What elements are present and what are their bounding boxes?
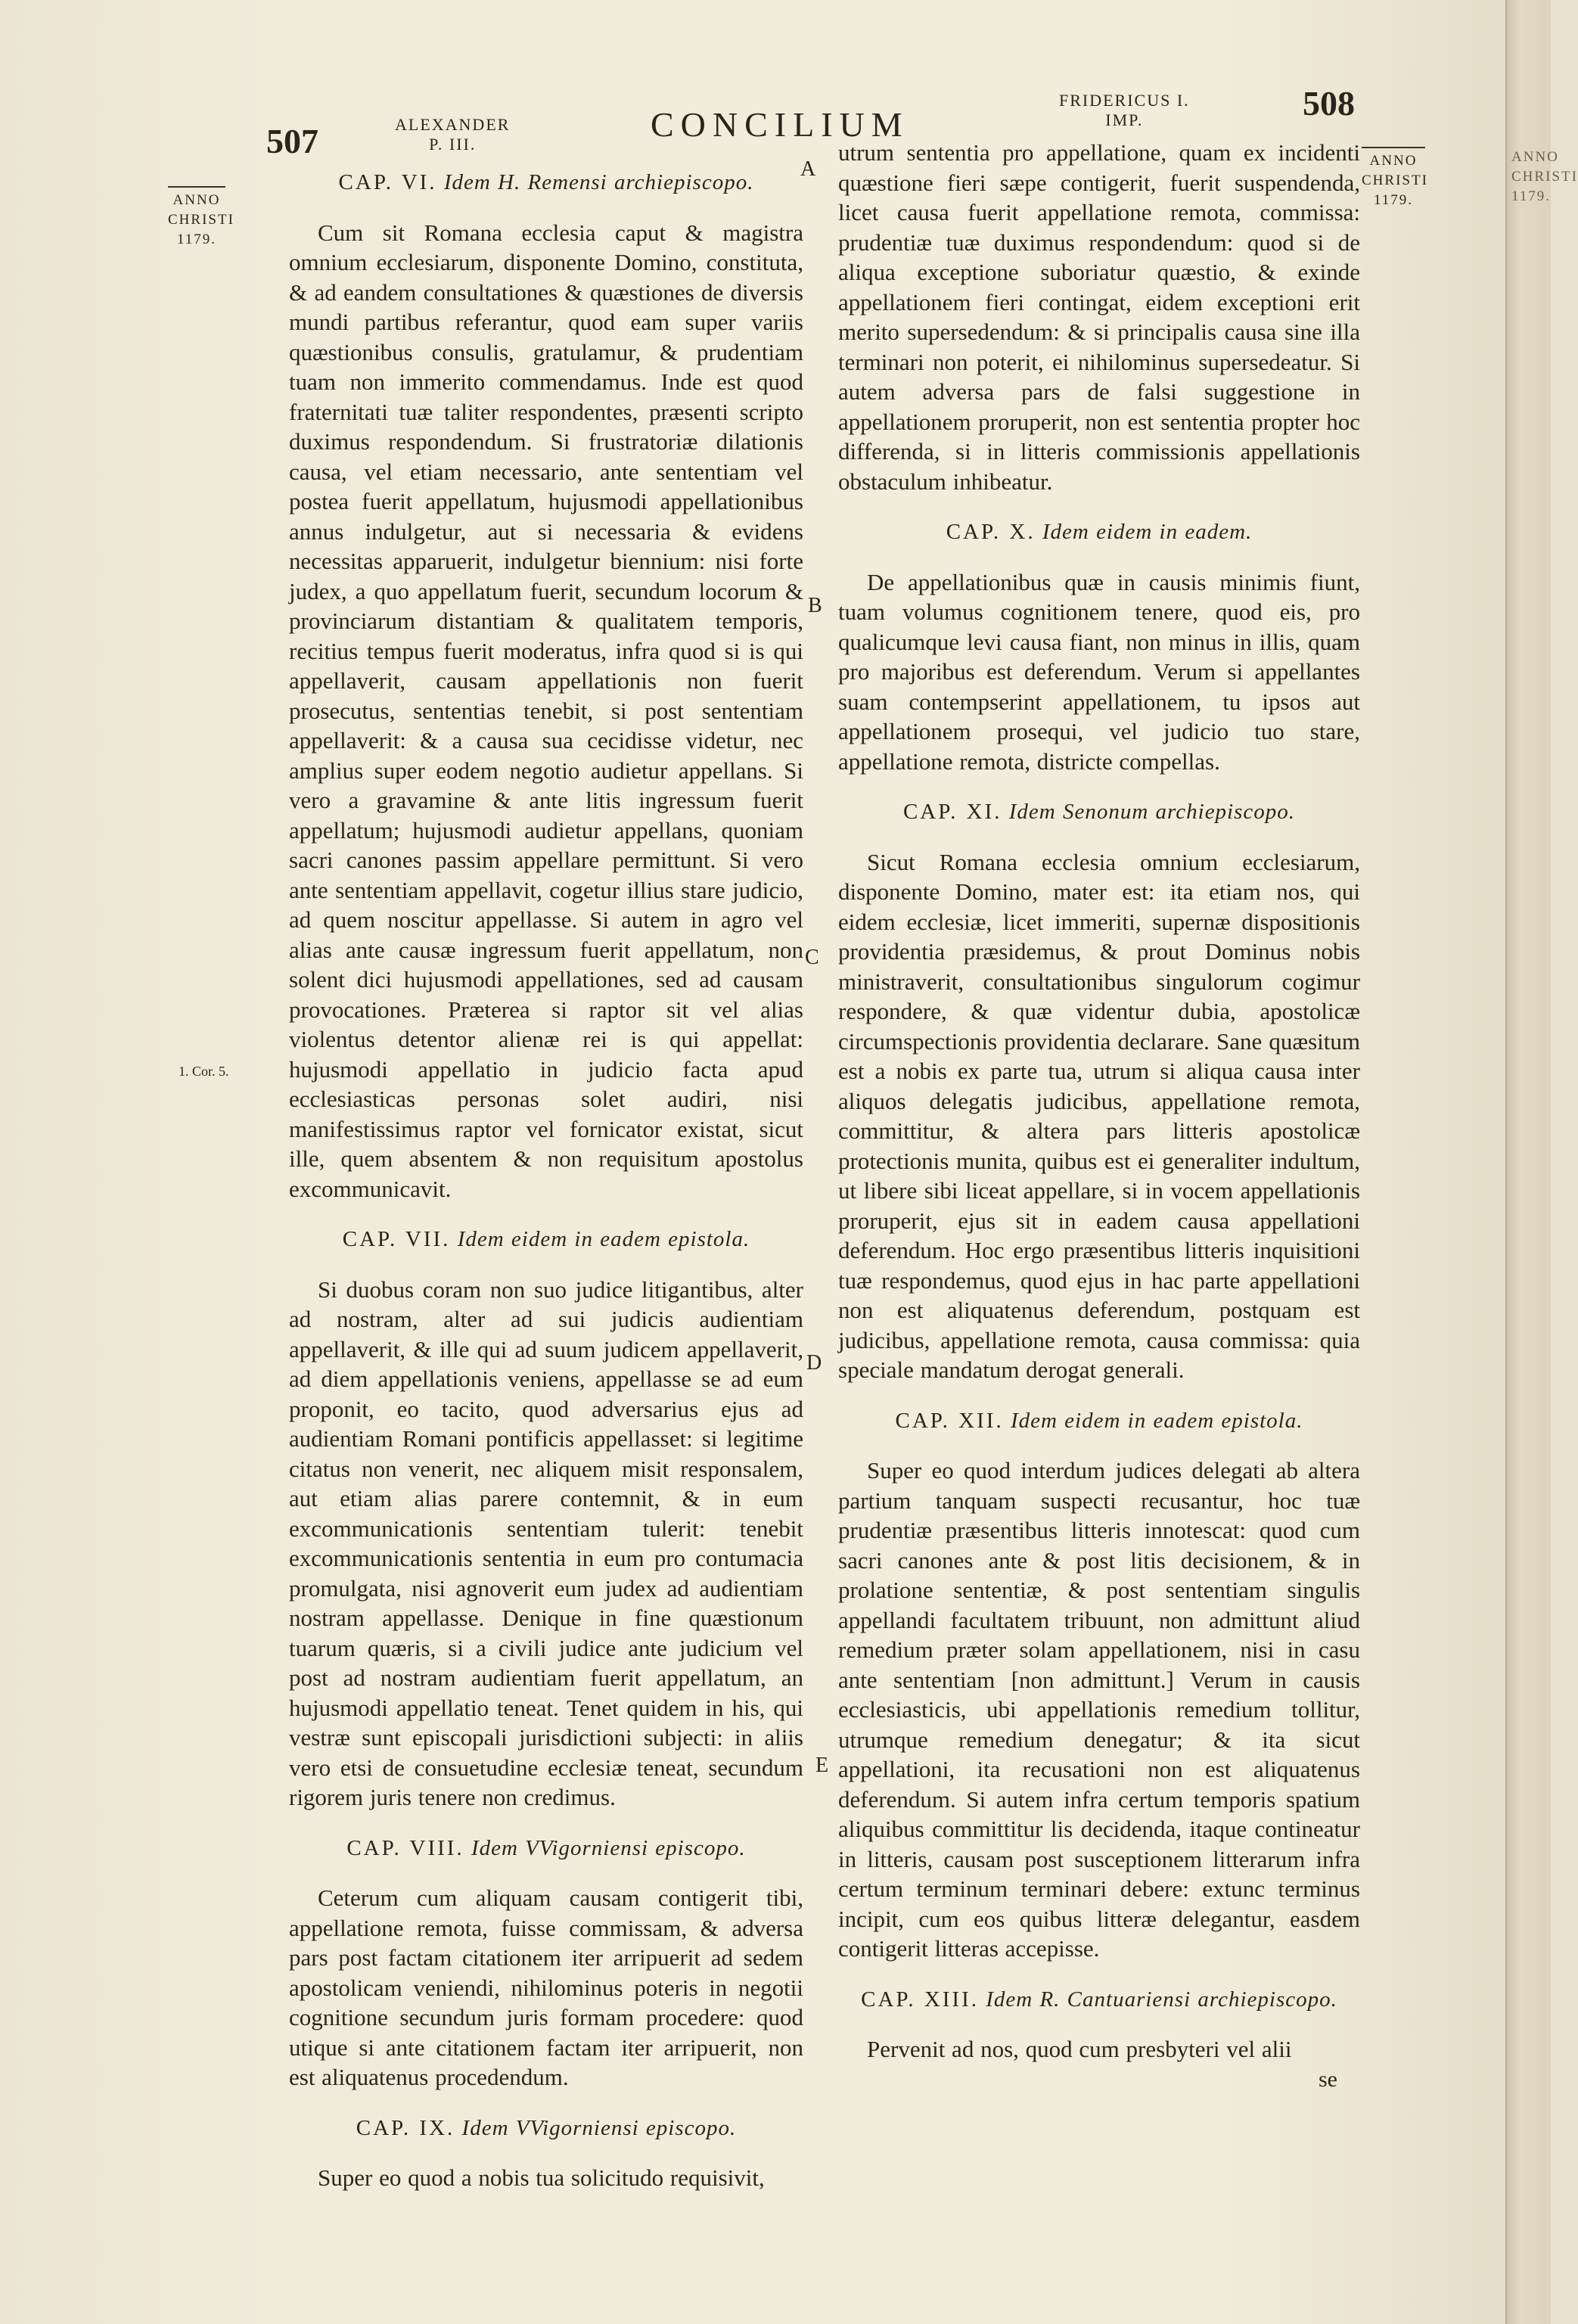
anno-rule <box>168 186 225 188</box>
section-letter-e: E <box>815 1754 829 1777</box>
section-letter-d: D <box>806 1351 822 1375</box>
chapter-text: Super eo quod a nobis tua solicitudo requisivit, <box>318 2164 765 2191</box>
running-head-emperor: FRIDERICUS I. IMP. <box>1059 91 1190 129</box>
facing-page-anno: ANNO CHRISTI 1179. <box>1511 149 1578 204</box>
chapter-text: Super eo quod interdum judices delegati ab altera partium tanquam suspecti recusantur, hoc tuæ prudentiæ præsentibus litteris innotescat: quod cum sacri canones ante & post litis decisionem, & in prolatione sententiæ, & post sententiam singulis appellandi facultatem tribuunt, non admittunt aliud remedium præter solam appellationem, nisi in casu ante sententiam [non admittunt.] Verum in causis ecclesiasticis, ubi appellationis remedium tollitur, utrumque remedium denegatur; & ita sicut appellationi, ita recusationi non est aliquatenus deferendum. Si autem infra certum temporis spatium aliquibus committitur lis decidenda, itaque contineatur in litteris, causam post susceptionem litterarum infra certum terminum terminari debere: extunc terminus incipit, cum eos quibus litteræ delegantur, easdem contigerit litteras accepisse. <box>838 1457 1360 1962</box>
chapter-heading: CAP. VIII. Idem VVigorniensi episcopo. <box>346 1835 746 1860</box>
continued-text: utrum sententia pro appellatione, quam ex incidenti quæstione fieri sæpe contigerit, fuerit suspendenda, licet causa fuerit appellatione remota, commissa: prudentiæ tuæ duximus respondendum: quod si de aliqua exceptione suboriatur quæstio, & exinde appellationem fieri contingat, eidem exceptioni erit merito supersedendum: & si principalis causa sine illa terminari non poterit, ei nihilominus supersedeatur. Si autem adversa pars de falsi suggestione in appellationem proruperit, non est sententia propter hoc differenda, si in litteris commissionis appellationis obstaculum inhibeatur. <box>838 139 1360 495</box>
facing-page-edge <box>1505 0 1578 2324</box>
chapter-text: Cum sit Romana ecclesia caput & magistra omnium ecclesiarum, disponente Domino, constituta, & ad eandem consultationes & quæstiones de diversis mundi partibus referantur, quod eam super variis quæstionibus consulis, gratulamur, & prudentiam tuam non immerito commendamus. Inde est quod fraternitati tuæ taliter respondentes, præsenti scripto duximus respondendum. Si frustratoriæ dilationis causa, vel etiam necessario, ante sententiam vel postea fuerit appellatum, hujusmodi appellationibus annus indulgetur, aut si necessaria & evidens necessitas apparuerit, indulgetur biennium: nisi forte judex, a quo appellatum fuerit, secundum locorum & provinciarum distantiam & qualitatem temporis, recitius tempus fuerit moderatus, infra quod si is qui appellaverit, causam appellationis non fuerit prosecutus, sententias tenebit, si post sententiam appellaverit: & a causa sua cecidisse videtur, nec amplius super eodem negotio audietur appellans. Si vero a gravamine & ante litis ingressum fuerit appellatum; hujusmodi audietur appellans, quoniam sacri canones passim appellare permittunt. Si vero ante sententiam appellavit, cogetur illius stare judicio, ad quem noscitur appellasse. Si autem in agro vel alias ante causæ ingressum fuerit appellatum, non solent dici hujusmodi appellationes, sed ad causam provocationes. Præterea si raptor sit vel alias violentus detentor alienæ rei is qui appellat: hujusmodi appellatio in judicio facta apud ecclesiasticas personas solet audiri, nisi manifestissimus raptor vel fornicator existat, sicut ille, quem absentem & non requisitum apostolus excommunicavit. <box>289 219 803 1202</box>
catchword: se <box>1319 2066 1337 2092</box>
page-number-left: 507 <box>266 122 318 160</box>
anno-christi-left: ANNO CHRISTI 1179. <box>168 186 225 250</box>
chapter-heading: CAP. XIII. Idem R. Cantuariensi archiepiscopo. <box>861 1987 1337 2012</box>
chapter-text: Pervenit ad nos, quod cum presbyteri vel alii <box>867 2036 1292 2062</box>
chapter-text: De appellationibus quæ in causis minimis fiunt, tuam volumus cognitionem tenere, quod eis, pro qualicumque levi causa fiant, non minus in illis, quam pro majoribus est deferendum. Verum si appellantes suam contempserint appellationem, tu ipsos aut appellationem prosequi, vel judicio tuo stare, appellatione remota, districte compellas. <box>838 568 1360 775</box>
margin-reference: 1. Cor. 5. <box>179 1064 229 1079</box>
section-letter-c: C <box>805 946 819 969</box>
section-letter-a: A <box>800 157 816 181</box>
chapter-text: Si duobus coram non suo judice litigantibus, alter ad nostram, alter ad sui judicis audientiam appellaverit, & ille qui ad suum judicem appellaverit, ad diem appellationis veniens, appellasse se ad eum proponit, eo tacito, quod adversarius ejus ad audientiam Romani pontificis appellasset: si legitime citatus non venerit, nec aliquem misit responsalem, aut etiam alias parere contemnit, & in eum excommunicationis sententiam tulerit: tenebit excommunicationis sententia in eum pro contumacia promulgata, nisi agnoverit eum judex ad audientiam nostram appellasse. Denique in fine quæstionum tuarum quæris, si a civili judice ante judicium vel post ad nostram audientiam fuerit appellatum, an hujusmodi appellatio teneat. Tenet quidem in his, qui vestræ sunt episcopali jurisdictioni subjecti: in aliis vero etsi de consuetudine ecclesiæ teneat, secundum rigorem juris tenere non credimus. <box>289 1275 803 1810</box>
section-letter-b: B <box>808 594 822 617</box>
running-head-title: CONCILIUM <box>651 105 909 144</box>
page-number-right: 508 <box>1303 84 1355 123</box>
chapter-heading: CAP. XII. Idem eidem in eadem epistola. <box>895 1408 1303 1433</box>
left-column <box>289 168 803 2193</box>
chapter-heading: CAP. XI. Idem Senonum archiepiscopo. <box>902 800 1296 824</box>
anno-christi-right: ANNO CHRISTI 1179. <box>1362 147 1425 210</box>
anno-rule <box>1362 147 1425 148</box>
chapter-heading: CAP. VII. Idem eidem in eadem epistola. <box>342 1227 750 1251</box>
chapter-heading: CAP. X. Idem eidem in eadem. <box>946 520 1253 544</box>
chapter-heading: CAP. VI. Idem H. Remensi archiepiscopo. <box>338 170 754 194</box>
running-head-pope: ALEXANDER P. III. <box>395 115 511 154</box>
right-column <box>838 138 1360 2094</box>
chapter-text: Sicut Romana ecclesia omnium ecclesiarum, disponente Domino, mater est: ita etiam nos, qui eidem ecclesiæ, licet immeriti, supernæ dispositionis providentia præsidemus, & prout Dominus nobis ministraverit, consultationibus singulorum cogimur respondere, & quæ videntur dubia, apostolicæ circumspectionis providentia declarare. Sane quæsitum est a nobis ex parte tua, utrum si aliqua causa inter aliquos delegatis judicibus, appellatione remota, committitur, & altera pars litteris apostolicæ protectionis munita, quibus est ei generaliter indultum, ut libere sibi liceat appellare, si in vocem appellationis proruperit, ejus sit in eadem causa appellationi deferendum. Hoc ergo præsentibus litteris inquisitioni tuæ respondemus, quod ejus in hac parte appellationi non est aliquatenus deferendum, postquam est judicibus, appellatione remota, causa commissa: quia speciale mandatum derogat generali. <box>838 848 1360 1383</box>
chapter-heading: CAP. IX. Idem VVigorniensi episcopo. <box>356 2115 737 2140</box>
chapter-text: Ceterum cum aliquam causam contigerit tibi, appellatione remota, fuisse commissam, & adversa pars post factam citationem iter arripuerit ad sedem apostolicam veniendi, nihilominus poteris in negotii cognitione secundum juris formam procedere: quod utique si ante citationem factam iter arripuerit, non est aliquatenus procedendum. <box>289 1884 803 2090</box>
